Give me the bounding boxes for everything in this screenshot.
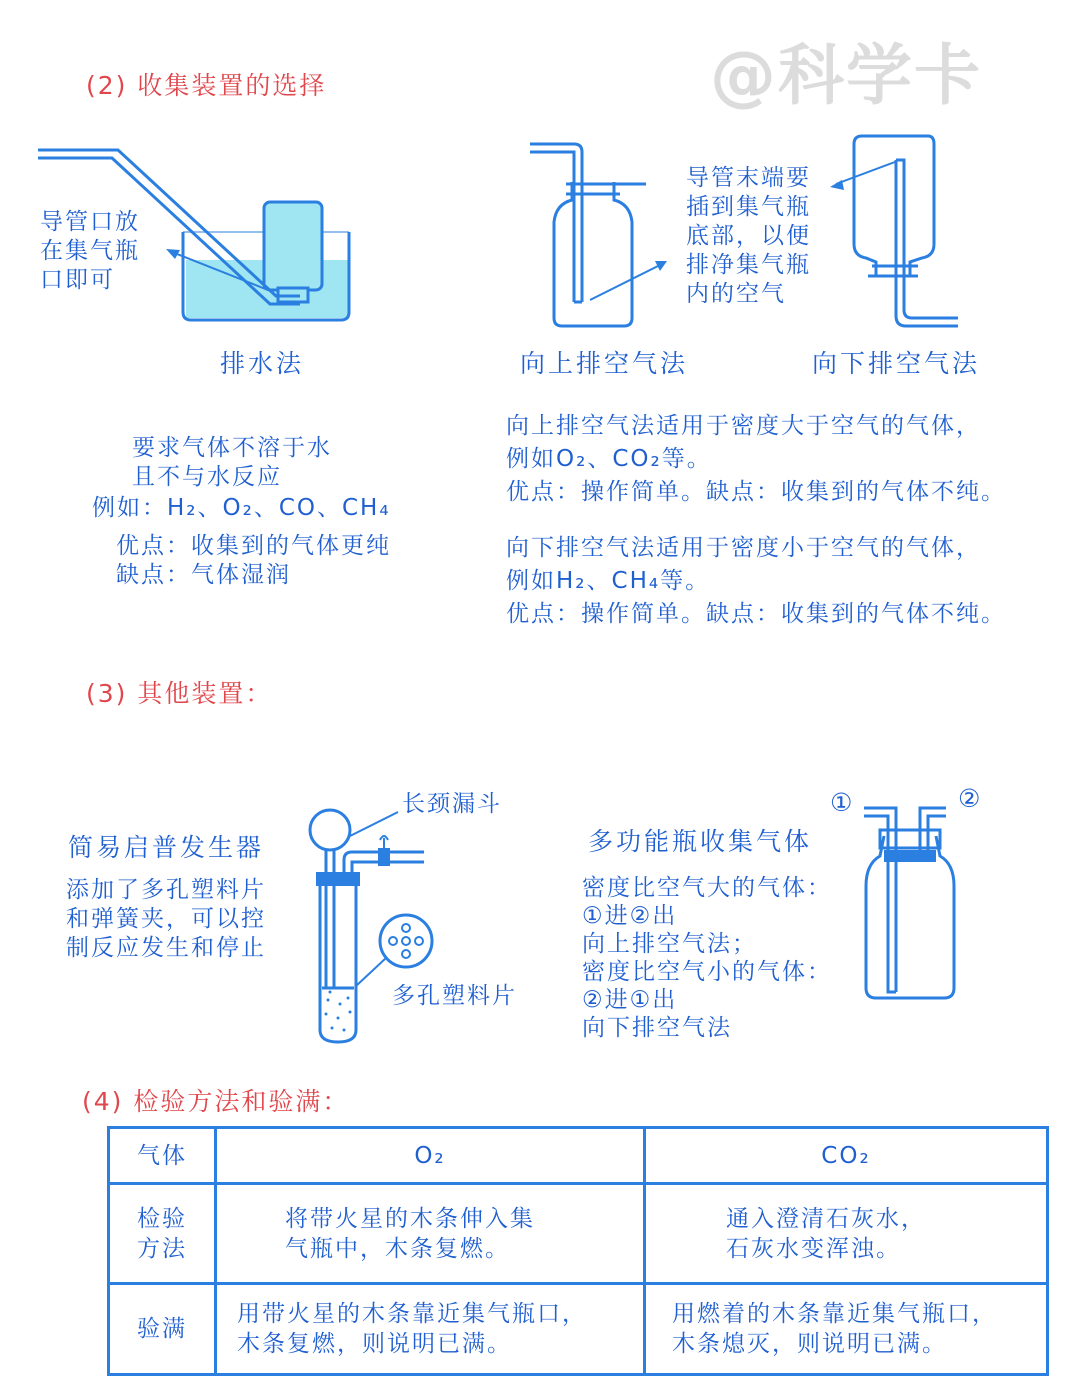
up-caption: 向上排空气法 — [520, 349, 689, 378]
kipp-title: 简易启普发生器 — [68, 833, 265, 862]
watermark: @科学卡 — [710, 37, 982, 114]
port-2-label: ② — [958, 784, 983, 813]
row-label: 验满 — [109, 1284, 216, 1375]
air-note-line: 导管末端要 — [686, 165, 811, 191]
up-desc-line: 优点：操作简单。缺点：收集到的气体不纯。 — [506, 479, 1006, 505]
up-desc-line: 向上排空气法适用于密度大于空气的气体， — [506, 413, 981, 439]
kipp-desc-line: 和弹簧夹，可以控 — [66, 906, 266, 932]
kipp-desc — [66, 876, 266, 963]
up-desc — [506, 410, 1006, 509]
port-1-label: ① — [830, 788, 855, 817]
multi-desc-line: 向下排空气法 — [582, 1015, 732, 1041]
clamp — [378, 848, 390, 866]
upward-bottle — [554, 182, 632, 326]
multi-desc-line: ②进①出 — [582, 987, 678, 1013]
table-row — [109, 1284, 1048, 1375]
kipp-desc-line: 制反应发生和停止 — [66, 935, 266, 961]
section-2-title: (2) 收集装置的选择 — [86, 71, 327, 100]
water-caption: 排水法 — [220, 349, 305, 378]
header-gas: 气体 — [109, 1128, 216, 1184]
water-note-line: 在集气瓶 — [40, 238, 140, 264]
water-note-line: 口即可 — [40, 267, 115, 293]
multi-desc-line: 密度比空气小的气体： — [582, 959, 832, 985]
table-cell: 用带火星的木条靠近集气瓶口， 木条复燃，则说明已满。 — [216, 1284, 645, 1375]
multi-desc-line: 密度比空气大的气体： — [582, 875, 832, 901]
down-desc-line: 优点：操作简单。缺点：收集到的气体不纯。 — [506, 601, 1006, 627]
funnel-label: 长颈漏斗 — [402, 791, 502, 817]
water-pro: 优点：收集到的气体更纯 — [116, 533, 391, 559]
water-note-line: 导管口放 — [40, 209, 140, 235]
multi-desc-line: 向上排空气法； — [582, 931, 757, 957]
table-row — [109, 1184, 1048, 1284]
water-req-1: 要求气体不溶于水 — [132, 435, 332, 461]
down-desc-line: 例如H₂、CH₄等。 — [506, 568, 711, 594]
up-desc-line: 例如O₂、CO₂等。 — [506, 446, 712, 472]
table-cell: 将带火星的木条伸入集 气瓶中，木条复燃。 — [216, 1184, 645, 1284]
plate-label: 多孔塑料片 — [392, 983, 517, 1009]
down-caption: 向下排空气法 — [812, 349, 981, 378]
header-co2: CO₂ — [645, 1128, 1048, 1184]
kipp-desc-line: 添加了多孔塑料片 — [66, 877, 266, 903]
air-note-line: 底部，以便 — [686, 223, 811, 249]
air-note-line: 插到集气瓶 — [686, 194, 811, 220]
multi-desc — [582, 874, 832, 1042]
water-con: 缺点：气体湿润 — [116, 562, 291, 588]
section-3-title: (3) 其他装置： — [86, 679, 273, 708]
section-4-title: (4) 检验方法和验满： — [82, 1087, 350, 1116]
table-cell: 通入澄清石灰水， 石灰水变浑浊。 — [645, 1184, 1048, 1284]
stopper — [316, 872, 360, 886]
air-note — [686, 164, 811, 309]
table-header-row — [109, 1128, 1048, 1184]
funnel-bulb — [310, 810, 350, 850]
down-desc — [506, 532, 1006, 631]
test-table — [107, 1126, 1049, 1376]
down-desc-line: 向下排空气法适用于密度小于空气的气体， — [506, 535, 981, 561]
air-note-line: 排净集气瓶 — [686, 252, 811, 278]
plate-detail — [380, 915, 432, 967]
water-req-2: 且不与水反应 — [132, 464, 282, 490]
water-example: 例如：H₂、O₂、CO、CH₄ — [92, 495, 391, 521]
inverted-bottle — [264, 202, 322, 290]
downward-bottle — [854, 136, 934, 276]
water-note — [40, 208, 140, 295]
air-note-line: 内的空气 — [686, 281, 786, 307]
row-label: 检验方法 — [109, 1184, 216, 1284]
multi-desc-line: ①进②出 — [582, 903, 678, 929]
multi-title: 多功能瓶收集气体 — [588, 827, 813, 856]
header-o2: O₂ — [216, 1128, 645, 1184]
table-cell: 用燃着的木条靠近集气瓶口， 木条熄灭，则说明已满。 — [645, 1284, 1048, 1375]
